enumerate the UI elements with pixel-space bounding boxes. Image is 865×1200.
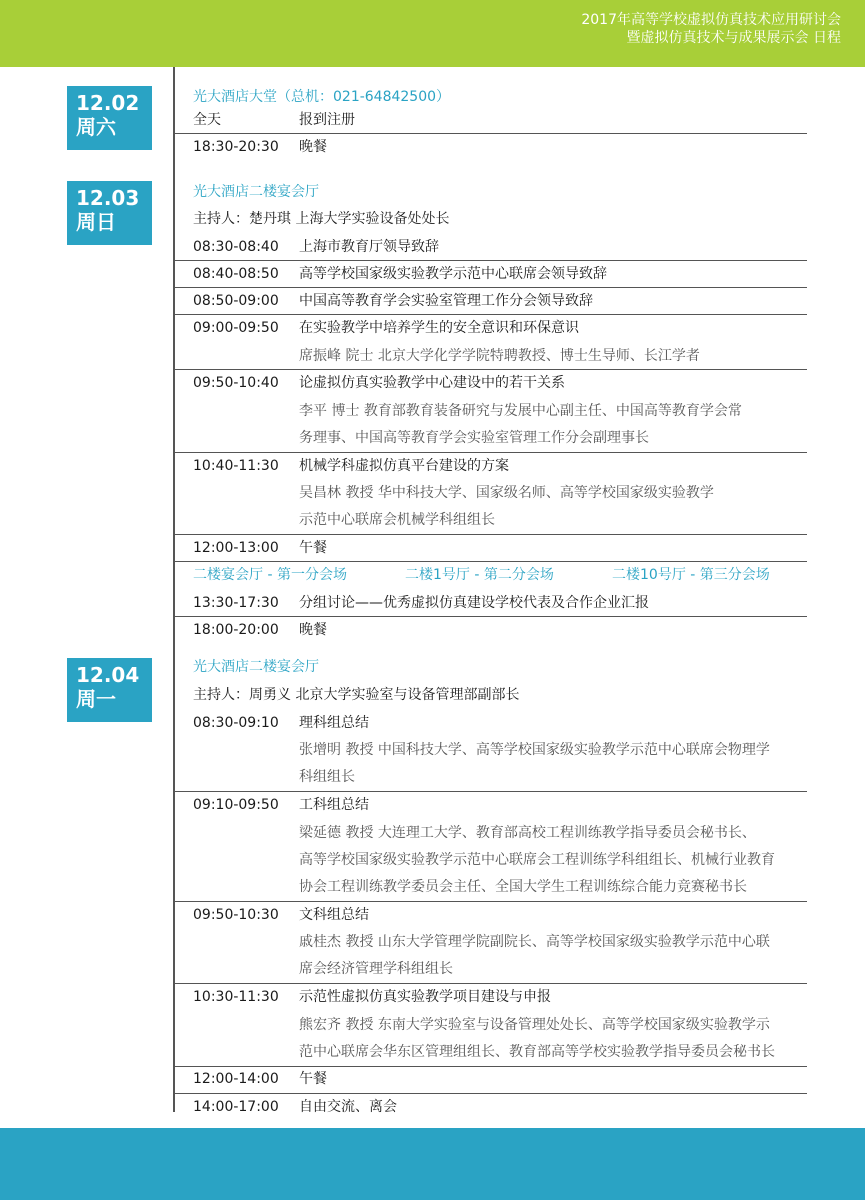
- speaker-info: 示范中心联席会机械学科组组长: [299, 512, 495, 528]
- speaker-info: 协会工程训练教学委员会主任、全国大学生工程训练综合能力竞赛秘书长: [299, 879, 747, 895]
- session-title: 自由交流、离会: [299, 1099, 397, 1115]
- speaker-info: 吴昌林 教授 华中科技大学、国家级名师、高等学校国家级实验教学: [299, 485, 714, 501]
- date-badge-day2: [67, 181, 152, 245]
- session-title: 机械学科虚拟仿真平台建设的方案: [299, 458, 509, 474]
- venue-day1: 光大酒店大堂（总机：021-64842500）: [193, 89, 451, 105]
- session-title: 晚餐: [299, 622, 327, 638]
- session-title: 示范性虚拟仿真实验教学项目建设与申报: [299, 989, 551, 1005]
- session-title: 文科组总结: [299, 907, 369, 923]
- speaker-info: 梁延德 教授 大连理工大学、教育部高校工程训练教学指导委员会秘书长、: [299, 825, 756, 841]
- speaker-info: 科组组长: [299, 769, 355, 785]
- event-title-line1: 2017年高等学校虚拟仿真技术应用研讨会: [581, 12, 841, 28]
- row-divider: [175, 369, 807, 370]
- date-badge-day3: [67, 658, 152, 722]
- time-slot: 09:10-09:50: [193, 797, 279, 813]
- host-line-day2: 主持人：楚丹琪 上海大学实验设备处处长: [193, 211, 450, 227]
- date-label: 12.02: [76, 91, 140, 115]
- event-title-line2: 暨虚拟仿真技术与成果展示会 日程: [626, 30, 841, 46]
- speaker-info: 席振峰 院士 北京大学化学学院特聘教授、博士生导师、长江学者: [299, 348, 700, 364]
- session-title: 中国高等教育学会实验室管理工作分会领导致辞: [299, 293, 593, 309]
- date-label: 12.03: [76, 186, 140, 210]
- row-divider: [175, 1066, 807, 1067]
- row-divider: [175, 314, 807, 315]
- time-slot: 10:40-11:30: [193, 458, 279, 474]
- row-divider: [175, 452, 807, 453]
- session-title: 高等学校国家级实验教学示范中心联席会领导致辞: [299, 266, 607, 282]
- session-title: 晚餐: [299, 139, 327, 155]
- session-title: 午餐: [299, 540, 327, 556]
- weekday-label: 周日: [76, 210, 116, 234]
- row-divider: [175, 616, 807, 617]
- venue-day2: 光大酒店二楼宴会厅: [193, 184, 319, 200]
- session-title: 论虚拟仿真实验教学中心建设中的若干关系: [299, 375, 565, 391]
- speaker-info: 张增明 教授 中国科技大学、高等学校国家级实验教学示范中心联席会物理学: [299, 742, 770, 758]
- speaker-info: 范中心联席会华东区管理组组长、教育部高等学校实验教学指导委员会秘书长: [299, 1044, 775, 1060]
- speaker-info: 高等学校国家级实验教学示范中心联席会工程训练学科组组长、机械行业教育: [299, 852, 775, 868]
- time-slot: 09:50-10:30: [193, 907, 279, 923]
- row-divider: [175, 983, 807, 984]
- time-slot: 09:50-10:40: [193, 375, 279, 391]
- timeline-line: [173, 67, 175, 1112]
- row-divider: [175, 791, 807, 792]
- row-divider: [175, 901, 807, 902]
- date-badge-day1: [67, 86, 152, 150]
- weekday-label: 周六: [76, 115, 116, 139]
- speaker-info: 务理事、中国高等教育学会实验室管理工作分会副理事长: [299, 430, 649, 446]
- row-divider: [175, 287, 807, 288]
- venue-day3: 光大酒店二楼宴会厅: [193, 659, 319, 675]
- time-slot: 08:30-09:10: [193, 715, 279, 731]
- time-slot: 10:30-11:30: [193, 989, 279, 1005]
- row-divider: [175, 561, 807, 562]
- time-slot: 09:00-09:50: [193, 320, 279, 336]
- date-label: 12.04: [76, 663, 140, 687]
- session-title: 工科组总结: [299, 797, 369, 813]
- time-slot: 08:30-08:40: [193, 239, 279, 255]
- branch-venue-2: 二楼1号厅 - 第二分会场: [405, 567, 554, 583]
- branch-venue-3: 二楼10号厅 - 第三分会场: [612, 567, 770, 583]
- speaker-info: 戚桂杰 教授 山东大学管理学院副院长、高等学校国家级实验教学示范中心联: [299, 934, 770, 950]
- session-title: 理科组总结: [299, 715, 369, 731]
- time-slot: 12:00-14:00: [193, 1071, 279, 1087]
- footer-bar: [0, 1128, 865, 1200]
- time-slot: 18:30-20:30: [193, 139, 279, 155]
- speaker-info: 席会经济管理学科组组长: [299, 961, 453, 977]
- row-divider: [175, 133, 807, 134]
- header-bar: [0, 0, 865, 67]
- time-slot: 18:00-20:00: [193, 622, 279, 638]
- row-divider: [175, 534, 807, 535]
- row-divider: [175, 260, 807, 261]
- session-title: 上海市教育厅领导致辞: [299, 239, 439, 255]
- session-title: 午餐: [299, 1071, 327, 1087]
- branch-venue-1: 二楼宴会厅 - 第一分会场: [193, 567, 347, 583]
- session-title: 分组讨论——优秀虚拟仿真建设学校代表及合作企业汇报: [299, 595, 649, 611]
- weekday-label: 周一: [76, 687, 116, 711]
- host-line-day3: 主持人：周勇义 北京大学实验室与设备管理部副部长: [193, 687, 520, 703]
- time-slot: 全天: [193, 112, 221, 128]
- event-title: [581, 11, 841, 47]
- session-title: 报到注册: [299, 112, 355, 128]
- row-divider: [175, 1093, 807, 1094]
- time-slot: 14:00-17:00: [193, 1099, 279, 1115]
- time-slot: 08:40-08:50: [193, 266, 279, 282]
- session-title: 在实验教学中培养学生的安全意识和环保意识: [299, 320, 579, 336]
- time-slot: 08:50-09:00: [193, 293, 279, 309]
- speaker-info: 熊宏齐 教授 东南大学实验室与设备管理处处长、高等学校国家级实验教学示: [299, 1017, 770, 1033]
- time-slot: 13:30-17:30: [193, 595, 279, 611]
- speaker-info: 李平 博士 教育部教育装备研究与发展中心副主任、中国高等教育学会常: [299, 403, 742, 419]
- time-slot: 12:00-13:00: [193, 540, 279, 556]
